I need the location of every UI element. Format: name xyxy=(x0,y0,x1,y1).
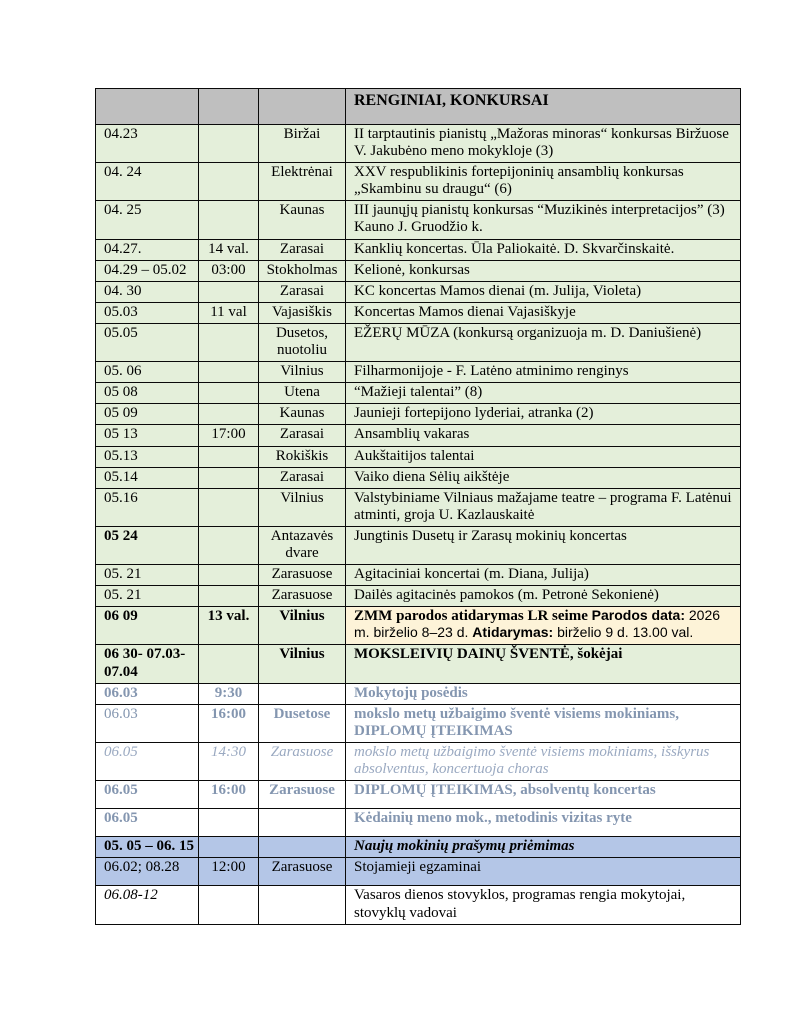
table-row xyxy=(96,281,741,302)
event-cell: Vaiko diena Sėlių aikštėje xyxy=(346,467,741,488)
date-cell: 05. 06 xyxy=(96,362,199,383)
header-row xyxy=(96,89,741,125)
event-cell: Jaunieji fortepijono lyderiai, atranka (2) xyxy=(346,404,741,425)
time-cell: 11 val xyxy=(199,302,259,323)
date-cell: 04.27. xyxy=(96,239,199,260)
time-cell: 17:00 xyxy=(199,425,259,446)
date-cell: 06.03 xyxy=(96,683,199,704)
date-cell: 05.05 xyxy=(96,323,199,361)
time-cell: 03:00 xyxy=(199,260,259,281)
date-cell: 06.02; 08.28 xyxy=(96,858,199,886)
time-cell: 9:30 xyxy=(199,683,259,704)
table-row xyxy=(96,467,741,488)
table-row xyxy=(96,526,741,564)
location-cell: Zarasai xyxy=(259,239,346,260)
location-cell: Vilnius xyxy=(259,488,346,526)
header-title: RENGINIAI, KONKURSAI xyxy=(346,89,741,125)
date-cell: 05.13 xyxy=(96,446,199,467)
location-cell: Zarasuose xyxy=(259,781,346,809)
event-cell: XXV respublikinis fortepijoninių ansamblių konkursas „Skambinu su draugu“ (6) xyxy=(346,163,741,201)
events-table xyxy=(95,88,741,925)
date-cell: 05.16 xyxy=(96,488,199,526)
time-cell xyxy=(199,886,259,924)
event-cell: Jungtinis Dusetų ir Zarasų mokinių koncertas xyxy=(346,526,741,564)
event-cell: “Mažieji talentai” (8) xyxy=(346,383,741,404)
location-cell: Zarasai xyxy=(259,425,346,446)
location-cell: Kaunas xyxy=(259,404,346,425)
table-row xyxy=(96,383,741,404)
text-run: ZMM parodos atidarymas LR seime xyxy=(354,608,592,625)
time-cell: 12:00 xyxy=(199,858,259,886)
date-cell: 05 13 xyxy=(96,425,199,446)
table-row xyxy=(96,302,741,323)
date-cell: 04. 24 xyxy=(96,163,199,201)
time-cell: 16:00 xyxy=(199,781,259,809)
event-cell: Dailės agitacinės pamokos (m. Petronė Sekonienė) xyxy=(346,586,741,607)
time-cell xyxy=(199,837,259,858)
event-cell: Valstybiniame Vilniaus mažajame teatre – programa F. Latėnui atminti, groja U. Kazlauskaitė xyxy=(346,488,741,526)
location-cell xyxy=(259,809,346,837)
event-cell: Stojamieji egzaminai xyxy=(346,858,741,886)
event-cell: Mokytojų posėdis xyxy=(346,683,741,704)
text-run: 2026 m. birželio 8–23 d. xyxy=(354,607,721,641)
time-cell xyxy=(199,446,259,467)
time-cell: 14:30 xyxy=(199,742,259,780)
table-row xyxy=(96,837,741,858)
table-row xyxy=(96,488,741,526)
table-row xyxy=(96,404,741,425)
table-row xyxy=(96,742,741,780)
date-cell: 06.05 xyxy=(96,809,199,837)
time-cell xyxy=(199,488,259,526)
date-cell: 04.29 – 05.02 xyxy=(96,260,199,281)
text-run: birželio 9 d. 13.00 val. xyxy=(553,624,694,641)
event-cell: EŽERŲ MŪZA (konkursą organizuoja m. D. Daniušienė) xyxy=(346,323,741,361)
time-cell xyxy=(199,565,259,586)
time-cell xyxy=(199,362,259,383)
event-cell: Kelionė, konkursas xyxy=(346,260,741,281)
location-cell: Vilnius xyxy=(259,607,346,645)
location-cell: Dusetose xyxy=(259,704,346,742)
event-cell: Kanklių koncertas. Ūla Paliokaitė. D. Skvarčinskaitė. xyxy=(346,239,741,260)
event-cell: III jaunųjų pianistų konkursas “Muzikinės interpretacijos” (3) Kauno J. Gruodžio k. xyxy=(346,201,741,239)
date-cell: 04.23 xyxy=(96,125,199,163)
time-cell xyxy=(199,383,259,404)
event-cell xyxy=(346,607,741,645)
time-cell xyxy=(199,467,259,488)
date-cell: 06 30- 07.03-07.04 xyxy=(96,645,199,683)
event-cell: Aukštaitijos talentai xyxy=(346,446,741,467)
date-cell: 05 24 xyxy=(96,526,199,564)
table-row xyxy=(96,446,741,467)
location-cell: Vilnius xyxy=(259,362,346,383)
header-cell-location xyxy=(259,89,346,125)
table-row xyxy=(96,809,741,837)
table-row xyxy=(96,886,741,924)
event-cell: mokslo metų užbaigimo šventė visiems mokiniams, DIPLOMŲ ĮTEIKIMAS xyxy=(346,704,741,742)
event-cell: Ansamblių vakaras xyxy=(346,425,741,446)
location-cell: Zarasai xyxy=(259,281,346,302)
event-cell: MOKSLEIVIŲ DAINŲ ŠVENTĖ, šokėjai xyxy=(346,645,741,683)
header-cell-date xyxy=(96,89,199,125)
time-cell xyxy=(199,163,259,201)
table-row xyxy=(96,163,741,201)
table-row xyxy=(96,425,741,446)
location-cell: Kaunas xyxy=(259,201,346,239)
table-row xyxy=(96,781,741,809)
location-cell: Antazavės dvare xyxy=(259,526,346,564)
location-cell: Zarasuose xyxy=(259,858,346,886)
table-row xyxy=(96,239,741,260)
table-row xyxy=(96,704,741,742)
event-cell: mokslo metų užbaigimo šventė visiems mokiniams, išskyrus absolventus, koncertuoja choras xyxy=(346,742,741,780)
date-cell: 06 09 xyxy=(96,607,199,645)
location-cell: Biržai xyxy=(259,125,346,163)
location-cell xyxy=(259,886,346,924)
location-cell: Dusetos, nuotoliu xyxy=(259,323,346,361)
date-cell: 06.05 xyxy=(96,742,199,780)
text-run: Parodos data: xyxy=(591,607,685,624)
table-row xyxy=(96,323,741,361)
date-cell: 06.05 xyxy=(96,781,199,809)
date-cell: 05 09 xyxy=(96,404,199,425)
table-row xyxy=(96,645,741,683)
event-cell: Naujų mokinių prašymų priėmimas xyxy=(346,837,741,858)
location-cell: Vilnius xyxy=(259,645,346,683)
text-run: Atidarymas: xyxy=(472,624,554,641)
event-cell: II tarptautinis pianistų „Mažoras minoras“ konkursas Biržuose V. Jakubėno meno mokykloje (3) xyxy=(346,125,741,163)
location-cell: Rokiškis xyxy=(259,446,346,467)
location-cell: Zarasuose xyxy=(259,742,346,780)
date-cell: 05.14 xyxy=(96,467,199,488)
table-row xyxy=(96,683,741,704)
time-cell xyxy=(199,586,259,607)
time-cell xyxy=(199,526,259,564)
date-cell: 04. 30 xyxy=(96,281,199,302)
date-cell: 04. 25 xyxy=(96,201,199,239)
time-cell xyxy=(199,323,259,361)
table-body xyxy=(96,89,741,925)
location-cell: Elektrėnai xyxy=(259,163,346,201)
table-row xyxy=(96,607,741,645)
location-cell: Zarasuose xyxy=(259,565,346,586)
time-cell xyxy=(199,281,259,302)
location-cell: Utena xyxy=(259,383,346,404)
event-cell: Koncertas Mamos dienai Vajasiškyje xyxy=(346,302,741,323)
header-cell-time xyxy=(199,89,259,125)
time-cell xyxy=(199,809,259,837)
date-cell: 06.08-12 xyxy=(96,886,199,924)
time-cell: 13 val. xyxy=(199,607,259,645)
location-cell: Zarasai xyxy=(259,467,346,488)
location-cell: Stokholmas xyxy=(259,260,346,281)
location-cell: Zarasuose xyxy=(259,586,346,607)
time-cell xyxy=(199,404,259,425)
time-cell xyxy=(199,201,259,239)
event-cell: Agitaciniai koncertai (m. Diana, Julija) xyxy=(346,565,741,586)
table-row xyxy=(96,125,741,163)
date-cell: 05. 21 xyxy=(96,565,199,586)
date-cell: 05.03 xyxy=(96,302,199,323)
date-cell: 05 08 xyxy=(96,383,199,404)
event-cell: DIPLOMŲ ĮTEIKIMAS, absolventų koncertas xyxy=(346,781,741,809)
date-cell: 05. 05 – 06. 15 xyxy=(96,837,199,858)
event-cell: Filharmonijoje - F. Latėno atminimo renginys xyxy=(346,362,741,383)
time-cell xyxy=(199,125,259,163)
table-row xyxy=(96,201,741,239)
table-row xyxy=(96,586,741,607)
date-cell: 05. 21 xyxy=(96,586,199,607)
date-cell: 06.03 xyxy=(96,704,199,742)
event-cell: Vasaros dienos stovyklos, programas rengia mokytojai, stovyklų vadovai xyxy=(346,886,741,924)
event-cell: Kėdainių meno mok., metodinis vizitas ryte xyxy=(346,809,741,837)
table-row xyxy=(96,260,741,281)
time-cell: 14 val. xyxy=(199,239,259,260)
event-cell: KC koncertas Mamos dienai (m. Julija, Violeta) xyxy=(346,281,741,302)
time-cell xyxy=(199,645,259,683)
location-cell xyxy=(259,683,346,704)
location-cell: Vajasiškis xyxy=(259,302,346,323)
location-cell xyxy=(259,837,346,858)
table-row xyxy=(96,362,741,383)
time-cell: 16:00 xyxy=(199,704,259,742)
table-row xyxy=(96,565,741,586)
table-row xyxy=(96,858,741,886)
